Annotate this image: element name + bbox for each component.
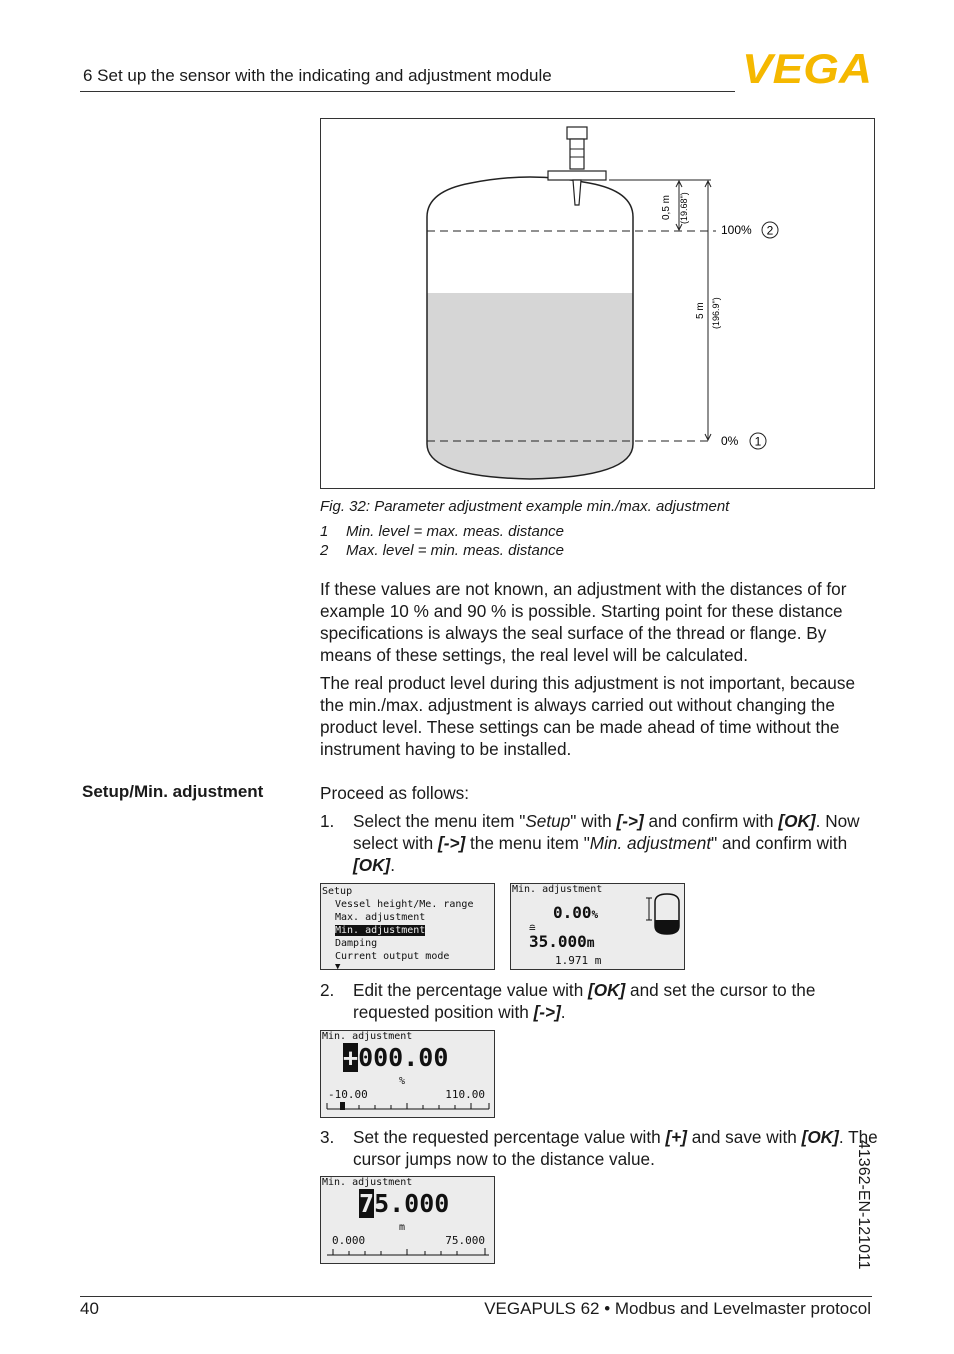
pct-0-label: 0% <box>721 434 739 448</box>
lcd-edit-percent: Min. adjustment +000.00 % -10.00 110.00 <box>320 1030 495 1118</box>
edit-cursor: + <box>343 1043 359 1072</box>
page-number: 40 <box>80 1299 99 1318</box>
document-id: 41362-EN-121011 <box>855 1140 872 1270</box>
sensor-housing <box>570 139 584 169</box>
lcd-menu-title: Setup <box>322 886 353 897</box>
tank-diagram <box>321 119 874 488</box>
dim-main-inch-label: (196.9") <box>711 297 721 329</box>
marker-1: 1 <box>754 434 762 449</box>
scroll-down-icon: ▼ <box>335 962 341 972</box>
pct-100-label: 100% <box>721 223 752 237</box>
antenna-rod <box>573 180 581 205</box>
figure-caption: Fig. 32: Parameter adjustment example min./max. adjustment <box>320 498 730 515</box>
edit-cursor: 7 <box>359 1189 375 1218</box>
dim-top-label: 0,5 m <box>661 194 672 220</box>
lcd-setup-menu <box>320 883 495 970</box>
lcd-menu-item-selected: Min. adjustment <box>335 925 426 936</box>
dim-main-label: 5 m <box>695 302 706 319</box>
vega-logo <box>742 50 872 86</box>
dim-top-inch-label: (19.68") <box>679 192 689 224</box>
lcd-min-adjustment: Min. adjustment 0.00% ≘ 35.000m 1.971 m <box>510 883 685 970</box>
lcd-edit-distance: Min. adjustment 75.000 m 0.000 75.000 <box>320 1176 495 1264</box>
side-heading: Setup/Min. adjustment <box>82 782 264 801</box>
svg-text:VEGA: VEGA <box>742 50 872 86</box>
paragraph-1: If these values are not known, an adjustment with the distances of for example 10 % and 90 % is possible. Starting point for these distance specifications is always the seal surface of the thread or flange. By means of these settings, the real level will be calculated. <box>320 579 847 665</box>
sensor-head <box>567 127 587 139</box>
liquid-fill <box>427 293 633 479</box>
marker-2: 2 <box>766 223 774 238</box>
paragraph-2: The real product level during this adjustment is not important, because the min./max. adjustment is always carried out without changing the product level. These settings can be made ahead of time without the instrument having to be installed. <box>320 673 856 759</box>
intro-text: Proceed as follows: <box>320 783 470 803</box>
figure-frame <box>320 118 875 489</box>
flange <box>548 171 606 180</box>
tank-icon <box>645 890 685 936</box>
lcd-menu-item: Max. adjustment <box>335 912 426 923</box>
range-scale <box>325 1246 491 1258</box>
lcd-menu-item: Vessel height/Me. range <box>335 899 474 910</box>
legend-item-2: 2 Max. level = min. meas. distance <box>320 542 565 559</box>
legend-item-1: 1 Min. level = max. meas. distance <box>320 523 565 540</box>
header-rule <box>80 91 735 92</box>
range-scale <box>325 1100 491 1112</box>
lcd-menu-item: Current output mode <box>335 951 450 962</box>
header-title: 6 Set up the sensor with the indicating and adjustment module <box>83 66 552 85</box>
footer-title: VEGAPULS 62 • Modbus and Levelmaster protocol <box>484 1299 871 1318</box>
lcd-menu-item: Damping <box>335 938 378 949</box>
footer-rule <box>80 1296 872 1297</box>
